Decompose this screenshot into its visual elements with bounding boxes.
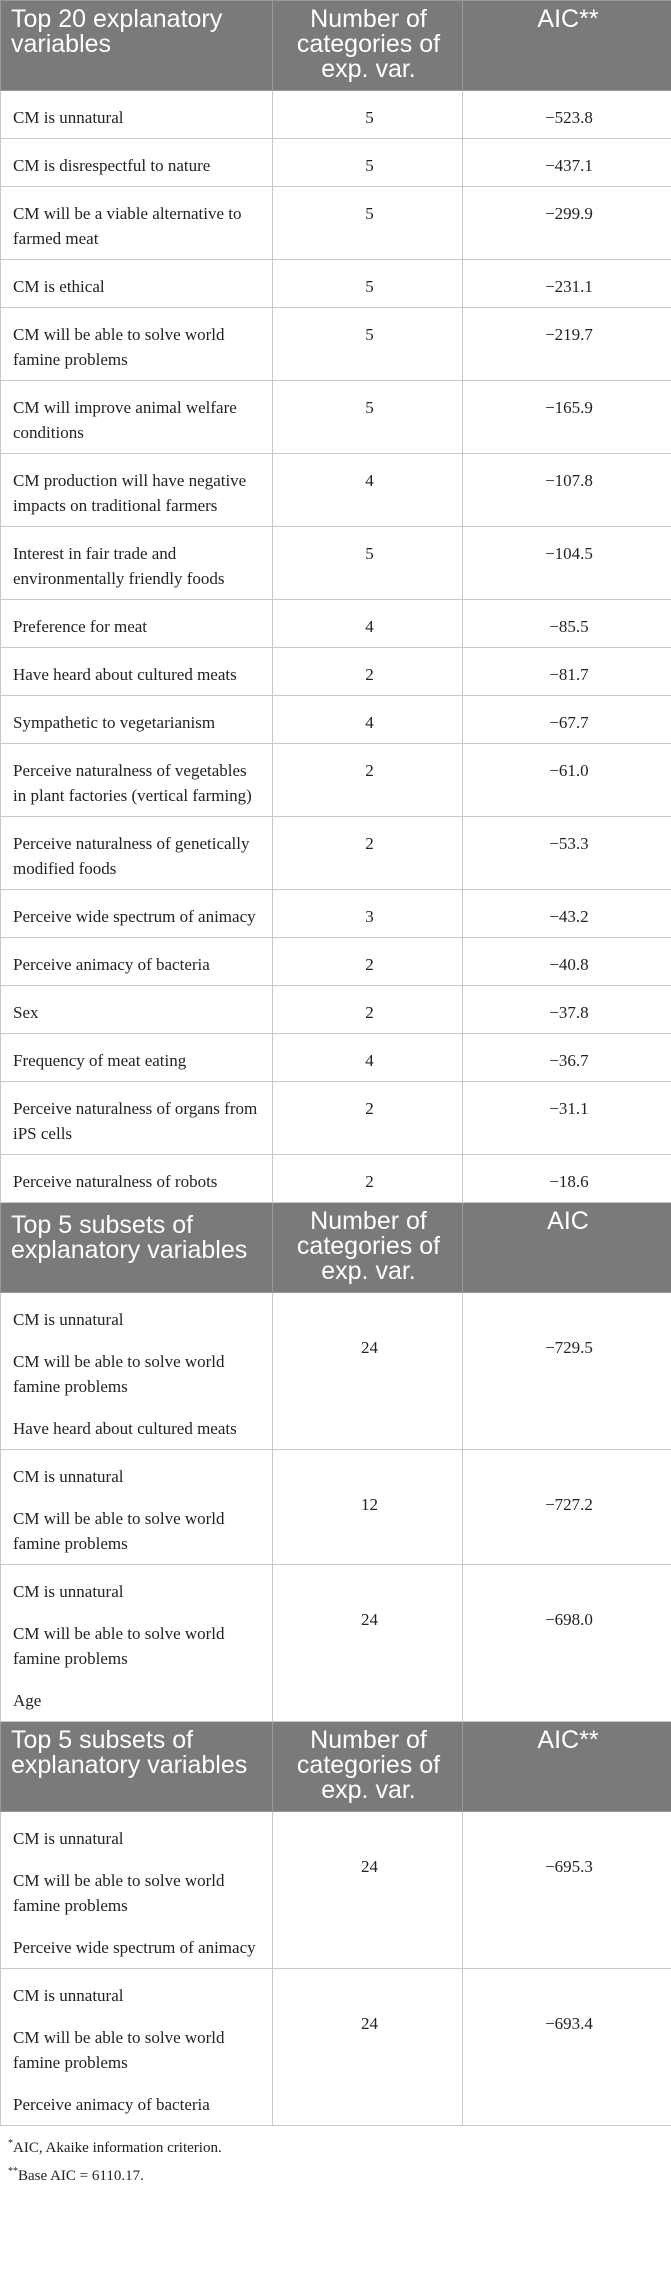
variable-cell: Perceive naturalness of robots <box>1 1155 273 1203</box>
variable-subset-cell <box>1 1812 273 1969</box>
subset-variable: CM is unnatural <box>13 1582 124 1601</box>
footnote-mark: * <box>8 2138 13 2149</box>
categories-cell: 3 <box>273 890 463 938</box>
categories-cell: 5 <box>273 187 463 260</box>
table-row <box>1 938 671 986</box>
categories-cell: 5 <box>273 91 463 139</box>
subset-variable: CM will be able to solve world famine problems <box>13 1509 225 1553</box>
table-row <box>1 1450 671 1565</box>
table-row <box>1 744 671 817</box>
table-row <box>1 381 671 454</box>
table-row <box>1 1082 671 1155</box>
table-row <box>1 1565 671 1722</box>
footnote-mark: ** <box>8 2166 18 2177</box>
subset-variable: Perceive wide spectrum of animacy <box>13 1938 256 1957</box>
aic-cell: −219.7 <box>463 308 671 381</box>
variable-subset-cell <box>1 1969 273 2126</box>
categories-cell: 5 <box>273 260 463 308</box>
categories-cell: 2 <box>273 1082 463 1155</box>
footnote-text: AIC, Akaike information criterion. <box>13 2140 222 2156</box>
aic-cell: −81.7 <box>463 648 671 696</box>
table-row <box>1 890 671 938</box>
table1-body <box>1 91 671 1203</box>
aic-cell: −231.1 <box>463 260 671 308</box>
table3-header-variables: Top 5 subsets of explanatory variables <box>1 1722 273 1812</box>
table-row <box>1 1293 671 1450</box>
table2-body <box>1 1293 671 1722</box>
variable-subset-cell <box>1 1293 273 1450</box>
categories-cell: 4 <box>273 454 463 527</box>
categories-cell: 24 <box>273 1969 463 2126</box>
footnote-aic <box>8 2132 671 2160</box>
aic-cell: −61.0 <box>463 744 671 817</box>
table-row <box>1 527 671 600</box>
categories-cell: 2 <box>273 817 463 890</box>
variable-cell: Sex <box>1 986 273 1034</box>
subset-variable: CM will be able to solve world famine problems <box>13 1624 225 1668</box>
aic-cell: −523.8 <box>463 91 671 139</box>
subset-variable: Perceive animacy of bacteria <box>13 2095 210 2114</box>
table-row <box>1 696 671 744</box>
categories-cell: 24 <box>273 1293 463 1450</box>
variable-cell: Perceive naturalness of genetically modified foods <box>1 817 273 890</box>
aic-cell: −40.8 <box>463 938 671 986</box>
table2-header-group <box>1 1203 671 1293</box>
categories-cell: 4 <box>273 1034 463 1082</box>
table-row <box>1 648 671 696</box>
categories-cell: 5 <box>273 527 463 600</box>
table3-header-group <box>1 1722 671 1812</box>
aic-cell: −107.8 <box>463 454 671 527</box>
subset-variable: CM will be able to solve world famine problems <box>13 2028 225 2072</box>
categories-cell: 5 <box>273 139 463 187</box>
categories-cell: 5 <box>273 308 463 381</box>
table2-header-categories: Number of categories of exp. var. <box>273 1203 463 1293</box>
table-row <box>1 454 671 527</box>
table3-header-aic: AIC** <box>463 1722 671 1812</box>
table-row <box>1 986 671 1034</box>
subset-variable: Age <box>13 1691 42 1710</box>
categories-cell: 2 <box>273 648 463 696</box>
variable-cell: Perceive naturalness of organs from iPS cells <box>1 1082 273 1155</box>
categories-cell: 24 <box>273 1565 463 1722</box>
table-row <box>1 91 671 139</box>
aic-cell: −693.4 <box>463 1969 671 2126</box>
aic-cell: −31.1 <box>463 1082 671 1155</box>
subset-variable: CM is unnatural <box>13 1829 124 1848</box>
variable-cell: Perceive naturalness of vegetables in plant factories (vertical farming) <box>1 744 273 817</box>
footnote-text: Base AIC = 6110.17. <box>18 2168 144 2184</box>
categories-cell: 2 <box>273 1155 463 1203</box>
aic-cell: −43.2 <box>463 890 671 938</box>
table-row <box>1 1155 671 1203</box>
variable-cell: Interest in fair trade and environmentally friendly foods <box>1 527 273 600</box>
categories-cell: 5 <box>273 381 463 454</box>
aic-cell: −104.5 <box>463 527 671 600</box>
variable-cell: CM will improve animal welfare conditions <box>1 381 273 454</box>
variable-cell: CM is ethical <box>1 260 273 308</box>
table1-header-row <box>1 1 671 91</box>
categories-cell: 2 <box>273 938 463 986</box>
table2-header-variables: Top 5 subsets of explanatory variables <box>1 1203 273 1293</box>
table-row <box>1 308 671 381</box>
table-row <box>1 1034 671 1082</box>
table-row <box>1 1812 671 1969</box>
aic-cell: −67.7 <box>463 696 671 744</box>
subset-variable: CM is unnatural <box>13 1310 124 1329</box>
categories-cell: 4 <box>273 600 463 648</box>
subset-variable: Have heard about cultured meats <box>13 1419 237 1438</box>
table-row <box>1 817 671 890</box>
aic-cell: −299.9 <box>463 187 671 260</box>
table-row <box>1 1969 671 2126</box>
footnotes <box>0 2126 671 2188</box>
aic-cell: −18.6 <box>463 1155 671 1203</box>
aic-cell: −36.7 <box>463 1034 671 1082</box>
subset-variable: CM is unnatural <box>13 1986 124 2005</box>
table3-header-categories: Number of categories of exp. var. <box>273 1722 463 1812</box>
categories-cell: 4 <box>273 696 463 744</box>
aic-cell: −85.5 <box>463 600 671 648</box>
table-row <box>1 187 671 260</box>
variable-cell: CM will be a viable alternative to farmed meat <box>1 187 273 260</box>
aic-cell: −698.0 <box>463 1565 671 1722</box>
variable-cell: CM will be able to solve world famine problems <box>1 308 273 381</box>
categories-cell: 12 <box>273 1450 463 1565</box>
variable-cell: Preference for meat <box>1 600 273 648</box>
variable-cell: CM production will have negative impacts on traditional farmers <box>1 454 273 527</box>
table3-body <box>1 1812 671 2126</box>
variable-subset-cell <box>1 1565 273 1722</box>
table-row <box>1 139 671 187</box>
subset-variable: CM will be able to solve world famine problems <box>13 1871 225 1915</box>
variable-cell: CM is unnatural <box>1 91 273 139</box>
variable-cell: Have heard about cultured meats <box>1 648 273 696</box>
table1-header-variables: Top 20 explanatory variables <box>1 1 273 91</box>
variable-cell: Perceive animacy of bacteria <box>1 938 273 986</box>
table1-header-aic: AIC** <box>463 1 671 91</box>
aic-cell: −437.1 <box>463 139 671 187</box>
variable-cell: Sympathetic to vegetarianism <box>1 696 273 744</box>
table-row <box>1 260 671 308</box>
aic-cell: −165.9 <box>463 381 671 454</box>
categories-cell: 2 <box>273 986 463 1034</box>
subset-variable: CM is unnatural <box>13 1467 124 1486</box>
aic-cell: −729.5 <box>463 1293 671 1450</box>
categories-cell: 24 <box>273 1812 463 1969</box>
categories-cell: 2 <box>273 744 463 817</box>
subset-variable: CM will be able to solve world famine problems <box>13 1352 225 1396</box>
table3-header-row <box>1 1722 671 1812</box>
aic-cell: −53.3 <box>463 817 671 890</box>
table2-header-aic: AIC <box>463 1203 671 1293</box>
table-row <box>1 600 671 648</box>
variable-cell: Perceive wide spectrum of animacy <box>1 890 273 938</box>
aic-cell: −727.2 <box>463 1450 671 1565</box>
footnote-base-aic <box>8 2160 671 2188</box>
aic-cell: −695.3 <box>463 1812 671 1969</box>
aic-cell: −37.8 <box>463 986 671 1034</box>
table1-header-categories: Number of categories of exp. var. <box>273 1 463 91</box>
variable-cell: CM is disrespectful to nature <box>1 139 273 187</box>
variable-cell: Frequency of meat eating <box>1 1034 273 1082</box>
table2-header-row <box>1 1203 671 1293</box>
variable-subset-cell <box>1 1450 273 1565</box>
